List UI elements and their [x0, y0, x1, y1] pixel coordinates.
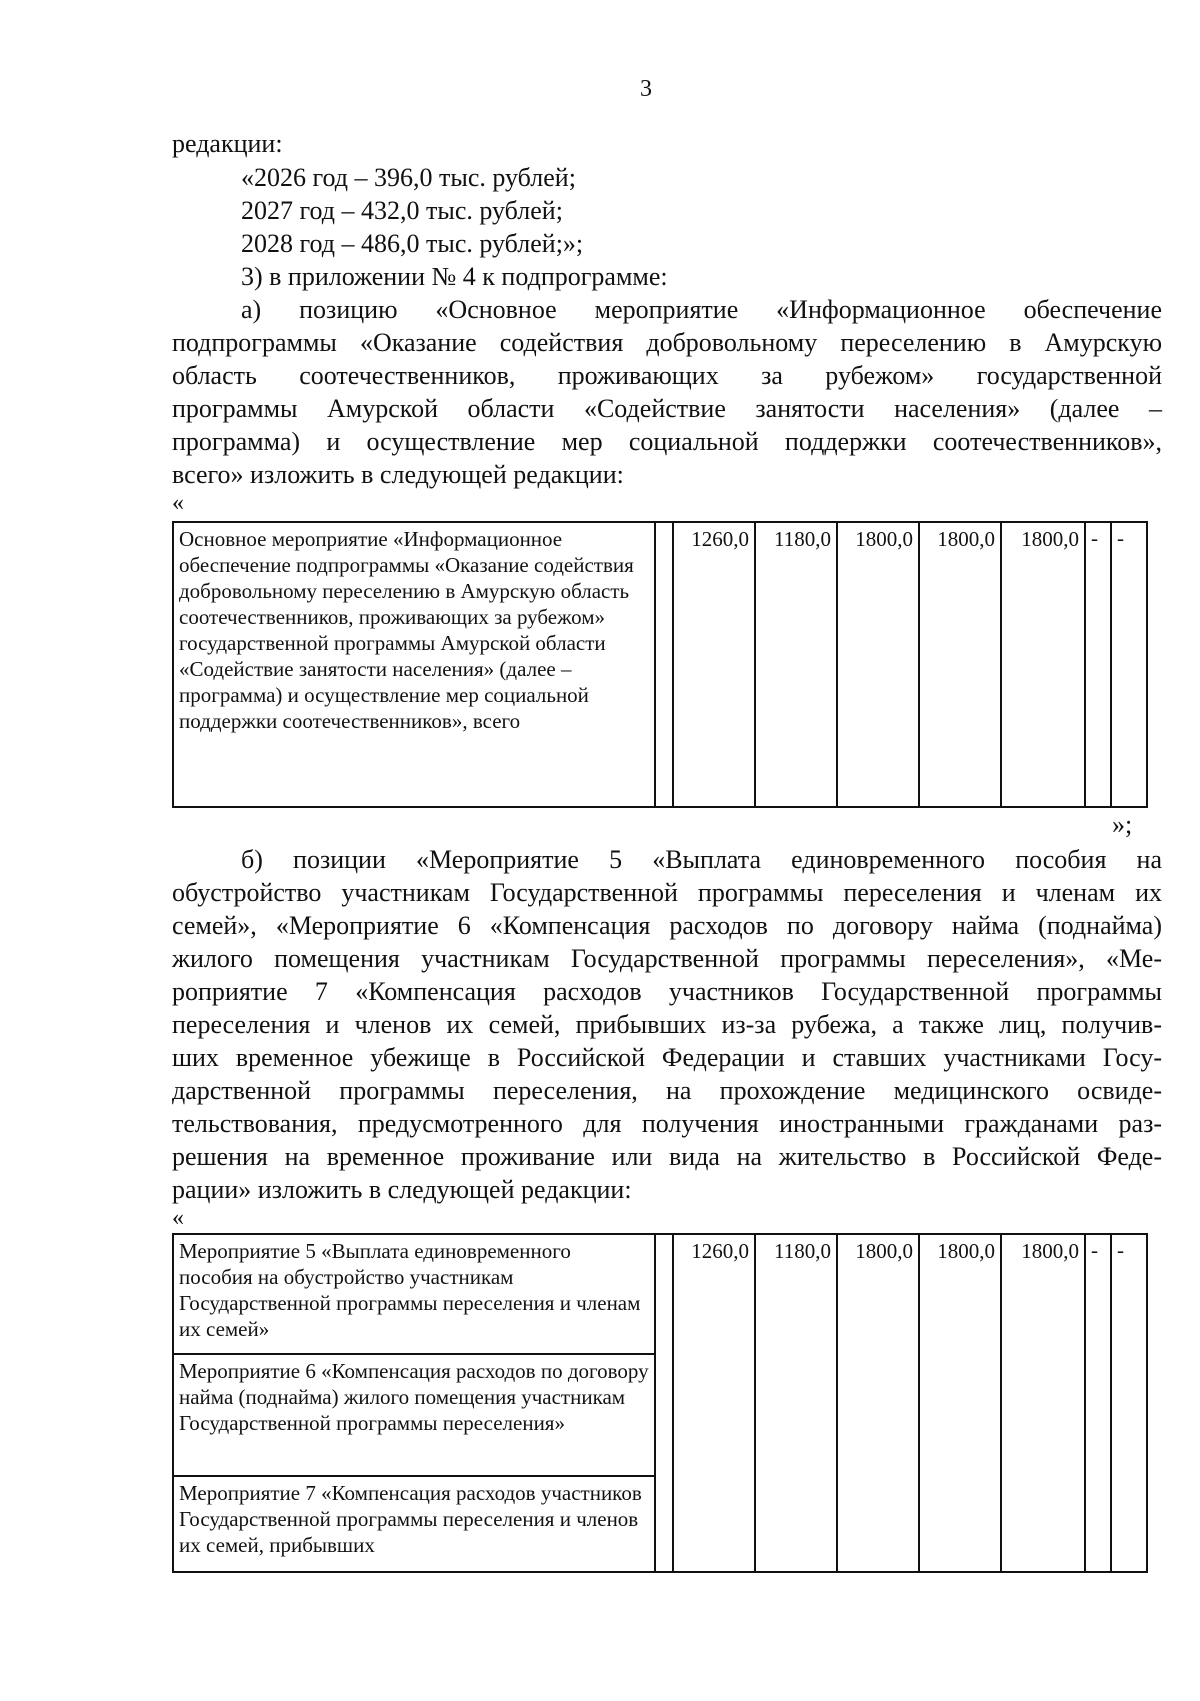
para-b-line-2: обустройство участникам Государственной программы переселения и членам их: [172, 878, 1162, 907]
para-a-line-1: а) позицию «Основное мероприятие «Информационное обеспечение: [241, 295, 1162, 324]
para-b-line-4: жилого помещения участникам Государственной программы переселения», «Ме-: [172, 944, 1162, 973]
para-b-line-3: семей», «Мероприятие 6 «Компенсация расходов по договору найма (поднайма): [172, 911, 1162, 940]
table1-blank-cell: [655, 522, 673, 807]
intro-line-2: «2026 год – 396,0 тыс. рублей;: [241, 163, 576, 192]
open-quote-1: «: [172, 490, 184, 516]
table1-value-6: -: [1085, 522, 1111, 807]
intro-line-1: редакции:: [172, 129, 283, 158]
intro-line-4: 2028 год – 486,0 тыс. рублей;»;: [241, 229, 584, 258]
para-a-line-4: программы Амурской области «Содействие занятости населения» (далее –: [172, 394, 1162, 423]
table1-value-4: 1800,0: [919, 522, 1001, 807]
para-b-line-8: дарственной программы переселения, на прохождение медицинского освиде-: [172, 1076, 1162, 1105]
page-number: 3: [640, 76, 652, 102]
table2-row-2: Мероприятие 6 «Компенсация расходов по договору найма (поднайма) жилого помещения участникам Государственной программы переселения»: [173, 1354, 655, 1476]
table1-value-7: -: [1111, 522, 1147, 807]
table2-value-6: -: [1085, 1234, 1111, 1572]
table1-value-3: 1800,0: [837, 522, 919, 807]
position-table-1: [172, 521, 1148, 808]
para-b-line-5: роприятие 7 «Компенсация расходов участников Государственной программы: [172, 977, 1162, 1006]
para-b-line-11: рации» изложить в следующей редакции:: [172, 1175, 632, 1204]
para-a-line-5: программа) и осуществление мер социальной поддержки соотечественников»,: [172, 427, 1162, 456]
table1-value-1: 1260,0: [673, 522, 755, 807]
table1-name-cell: Основное мероприятие «Информационное обеспечение подпрограммы «Оказание содействия добровольному переселению в Амурскую область соотечественников, проживающих за рубежом» государственной программы Амурской области «Содействие занятости населения» (далее – программа) и осуществление мер социальной поддержки соотечественников», всего: [173, 522, 655, 807]
table2-blank-cell: [655, 1234, 673, 1572]
close-quote-1: »;: [1112, 810, 1133, 839]
table2-row-3: Мероприятие 7 «Компенсация расходов участников Государственной программы переселения и членов их семей, прибывших: [173, 1476, 655, 1572]
intro-line-3: 2027 год – 432,0 тыс. рублей;: [241, 196, 563, 225]
table2-value-1: 1260,0: [673, 1234, 755, 1572]
para-a-line-3: область соотечественников, проживающих за рубежом» государственной: [172, 361, 1162, 390]
para-a-line-6: всего» изложить в следующей редакции:: [172, 460, 624, 489]
table2-value-3: 1800,0: [837, 1234, 919, 1572]
table2-value-7: -: [1111, 1234, 1147, 1572]
table2-value-2: 1180,0: [755, 1234, 837, 1572]
para-b-line-1: б) позиции «Мероприятие 5 «Выплата единовременного пособия на: [241, 845, 1162, 874]
position-table-2: [172, 1233, 1148, 1573]
para-b-line-7: ших временное убежище в Российской Федерации и ставших участниками Госу-: [172, 1043, 1162, 1072]
table2-value-5: 1800,0: [1001, 1234, 1085, 1572]
table1-value-2: 1180,0: [755, 522, 837, 807]
intro-line-5: 3) в приложении № 4 к подпрограмме:: [241, 262, 668, 291]
table1-value-5: 1800,0: [1001, 522, 1085, 807]
para-b-line-10: решения на временное проживание или вида на жительство в Российской Феде-: [172, 1142, 1162, 1171]
open-quote-2: «: [172, 1205, 184, 1231]
para-b-line-6: переселения и членов их семей, прибывших из-за рубежа, а также лиц, получив-: [172, 1010, 1162, 1039]
table2-row-1: Мероприятие 5 «Выплата единовременного пособия на обустройство участникам Государственной программы переселения и членам их семей»: [173, 1234, 655, 1354]
para-b-line-9: тельствования, предусмотренного для получения иностранными гражданами раз-: [172, 1109, 1162, 1138]
table2-value-4: 1800,0: [919, 1234, 1001, 1572]
para-a-line-2: подпрограммы «Оказание содействия добровольному переселению в Амурскую: [172, 328, 1162, 357]
